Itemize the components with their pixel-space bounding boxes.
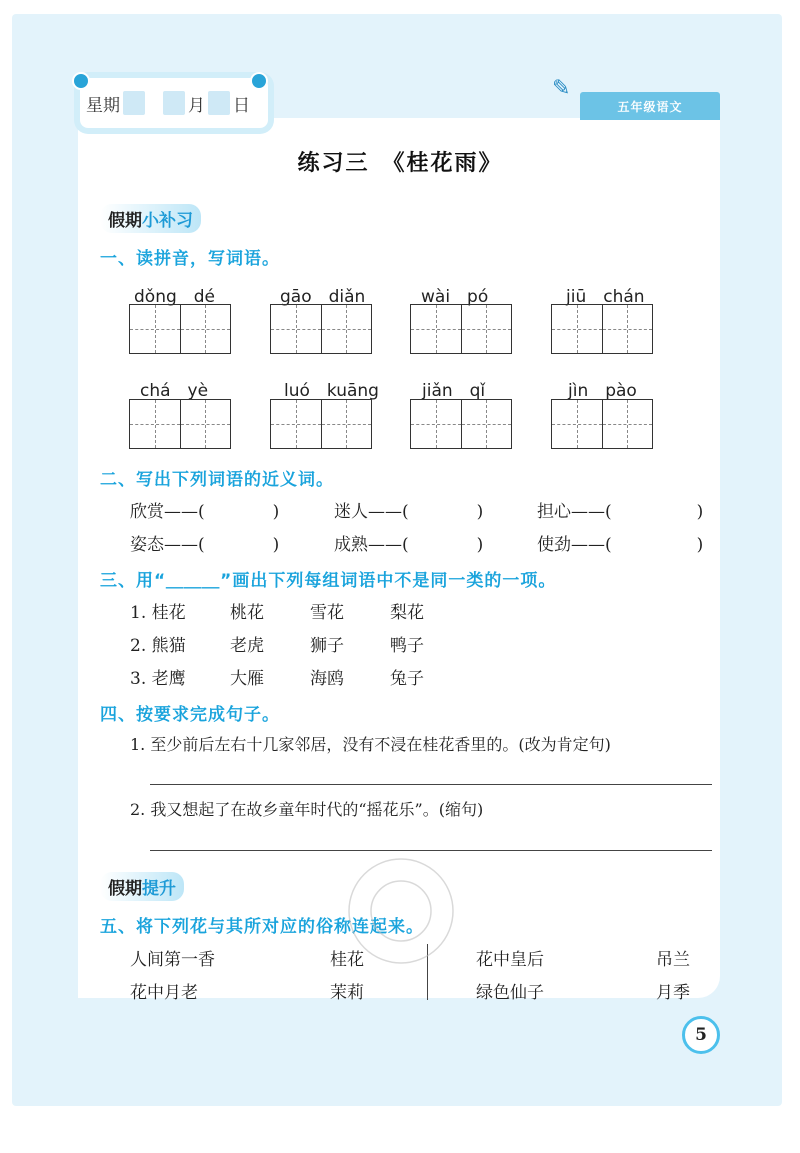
word-option[interactable]: 老虎 <box>230 636 264 656</box>
watermark-stamp-icon <box>336 836 466 986</box>
word-option[interactable]: 雪花 <box>310 603 344 623</box>
answer-line[interactable] <box>150 784 712 785</box>
pinyin-label: jiǎn qǐ <box>422 381 486 401</box>
weekday-label: 星期 <box>86 95 120 116</box>
writing-grid[interactable] <box>410 304 512 354</box>
match-item[interactable]: 人间第一香 <box>130 950 215 970</box>
section-tag-prefix: 假期 <box>108 879 142 899</box>
grade-tab: 五年级语文 <box>580 92 720 120</box>
question-4-heading: 四、按要求完成句子。 <box>100 705 280 725</box>
page-title: 练习三 《桂花雨》 <box>297 151 503 176</box>
word-option[interactable]: 2. 熊猫 <box>130 636 186 656</box>
section-tag-practice <box>100 204 201 233</box>
pin-icon <box>250 72 268 90</box>
writing-grid[interactable] <box>129 304 231 354</box>
question-3-heading: 三、用“＿＿＿”画出下列每组词语中不是同一类的一项。 <box>100 571 557 591</box>
writing-grid[interactable] <box>551 304 653 354</box>
day-label: 日 <box>233 95 250 116</box>
match-item[interactable]: 花中月老 <box>130 983 198 1003</box>
word-option[interactable]: 鸭子 <box>390 636 424 656</box>
synonym-item[interactable]: 成熟——( ) <box>334 535 484 555</box>
mascot-icon: ✎ <box>552 76 571 101</box>
pin-icon <box>72 72 90 90</box>
word-option[interactable]: 1. 桂花 <box>130 603 186 623</box>
question-1-heading: 一、读拼音，写词语。 <box>100 249 280 269</box>
pinyin-label: wài pó <box>421 287 489 307</box>
synonym-item[interactable]: 迷人——( ) <box>334 502 484 522</box>
word-option[interactable]: 3. 老鹰 <box>130 669 186 689</box>
word-option[interactable]: 梨花 <box>390 603 424 623</box>
synonym-item[interactable]: 欣赏——( ) <box>130 502 280 522</box>
synonym-item[interactable]: 担心——( ) <box>537 502 704 522</box>
word-option[interactable]: 桃花 <box>230 603 264 623</box>
word-option[interactable]: 狮子 <box>310 636 344 656</box>
writing-grid[interactable] <box>270 399 372 449</box>
synonym-item[interactable]: 使劲——( ) <box>537 535 704 555</box>
date-box <box>80 78 268 128</box>
pinyin-label: chá yè <box>140 381 209 401</box>
month-blank[interactable] <box>163 91 185 115</box>
pinyin-label: jìn pào <box>568 381 637 401</box>
pinyin-label: gāo diǎn <box>280 287 366 307</box>
day-blank[interactable] <box>208 91 230 115</box>
pinyin-label: luó kuāng <box>284 381 379 401</box>
match-item[interactable]: 茉莉 <box>330 983 364 1003</box>
writing-grid[interactable] <box>129 399 231 449</box>
match-item[interactable]: 月季 <box>656 983 690 1003</box>
pinyin-label: dǒng dé <box>134 287 216 307</box>
question-5-heading: 五、将下列花与其所对应的俗称连起来。 <box>100 917 424 937</box>
word-option[interactable]: 兔子 <box>390 669 424 689</box>
sentence-prompt: 1. 至少前后左右十几家邻居，没有不浸在桂花香里的。(改为肯定句) <box>130 735 611 754</box>
word-option[interactable]: 大雁 <box>230 669 264 689</box>
section-tag-highlight: 小补习 <box>142 211 193 231</box>
sentence-prompt: 2. 我又想起了在故乡童年时代的“摇花乐”。(缩句) <box>130 800 484 819</box>
writing-grid[interactable] <box>410 399 512 449</box>
match-item[interactable]: 吊兰 <box>656 950 690 970</box>
pinyin-label: jiū chán <box>566 287 645 307</box>
match-item[interactable]: 花中皇后 <box>476 950 544 970</box>
match-item[interactable]: 绿色仙子 <box>476 983 544 1003</box>
word-option[interactable]: 海鸥 <box>310 669 344 689</box>
writing-grid[interactable] <box>270 304 372 354</box>
month-label: 月 <box>188 95 205 116</box>
match-item[interactable]: 桂花 <box>330 950 364 970</box>
synonym-item[interactable]: 姿态——( ) <box>130 535 280 555</box>
section-tag-advance <box>100 872 184 901</box>
section-tag-highlight: 提升 <box>142 879 176 899</box>
writing-grid[interactable] <box>551 399 653 449</box>
page-number: 5 <box>682 1016 720 1054</box>
weekday-blank[interactable] <box>123 91 145 115</box>
section-tag-prefix: 假期 <box>108 211 142 231</box>
question-2-heading: 二、写出下列词语的近义词。 <box>100 470 334 490</box>
